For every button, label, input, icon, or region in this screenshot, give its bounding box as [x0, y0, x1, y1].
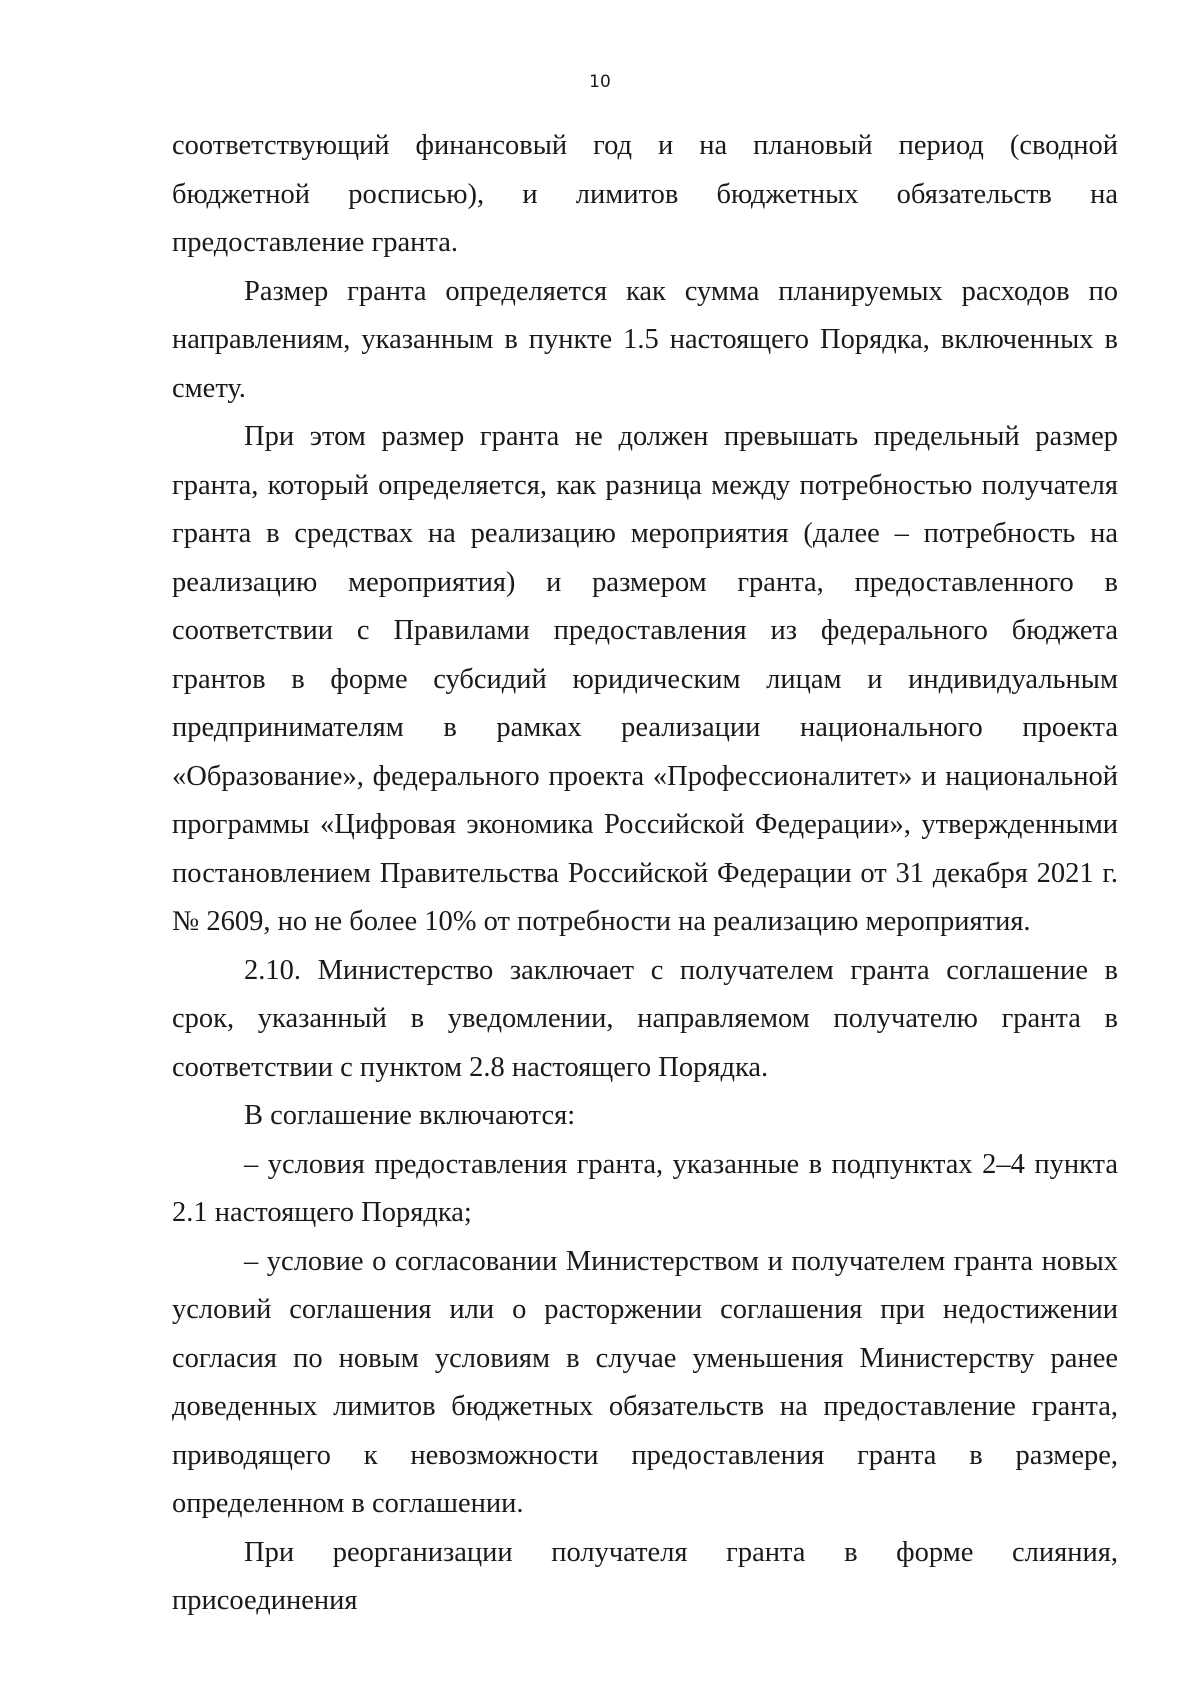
- paragraph-reorganization: При реорганизации получателя гранта в форме слияния, присоединения: [172, 1536, 1118, 1616]
- paragraph-continuation: соответствующий финансовый год и на плановый период (сводной бюджетной росписью), и лимитов бюджетных обязательств на предоставление гранта.: [172, 130, 1118, 258]
- paragraph-agreement-includes: В соглашение включаются:: [244, 1100, 576, 1131]
- paragraph-2-10-agreement: 2.10. Министерство заключает с получателем гранта соглашение в срок, указанный в уведомлении, направляемом получателю гранта в соответствии с пунктом 2.8 настоящего Порядка.: [172, 954, 1118, 1083]
- list-item-new-conditions: – условие о согласовании Министерством и получателем гранта новых условий соглашения или о расторжении соглашения при недостижении согласия по новым условиям в случае уменьшения Министерству ранее доведенных лимитов бюджетных обязательств на предоставление гранта, приводящего к невозможности предоставления гранта в размере, определенном в соглашении.: [172, 1245, 1118, 1519]
- document-body: [172, 122, 1118, 1626]
- list-item-grant-conditions: – условия предоставления гранта, указанные в подпунктах 2–4 пункта 2.1 настоящего Порядка;: [172, 1148, 1118, 1228]
- paragraph-grant-limit: При этом размер гранта не должен превышать предельный размер гранта, который определяется, как разница между потребностью получателя гранта в средствах на реализацию мероприятия (далее – потребность на реализацию мероприятия) и размером гранта, предоставленного в соответствии с Правилами предоставления из федерального бюджета грантов в форме субсидий юридическим лицам и индивидуальным предпринимателям в рамках реализации национального проекта «Образование», федерального проекта «Профессионалитет» и национальной программы «Цифровая экономика Российской Федерации», утвержденными постановлением Правительства Российской Федерации от 31 декабря 2021 г. № 2609, но не более 10% от потребности на реализацию мероприятия.: [172, 421, 1118, 937]
- paragraph-grant-size: Размер гранта определяется как сумма планируемых расходов по направлениям, указанным в пункте 1.5 настоящего Порядка, включенных в смету.: [172, 275, 1118, 404]
- page-number: 10: [589, 72, 611, 92]
